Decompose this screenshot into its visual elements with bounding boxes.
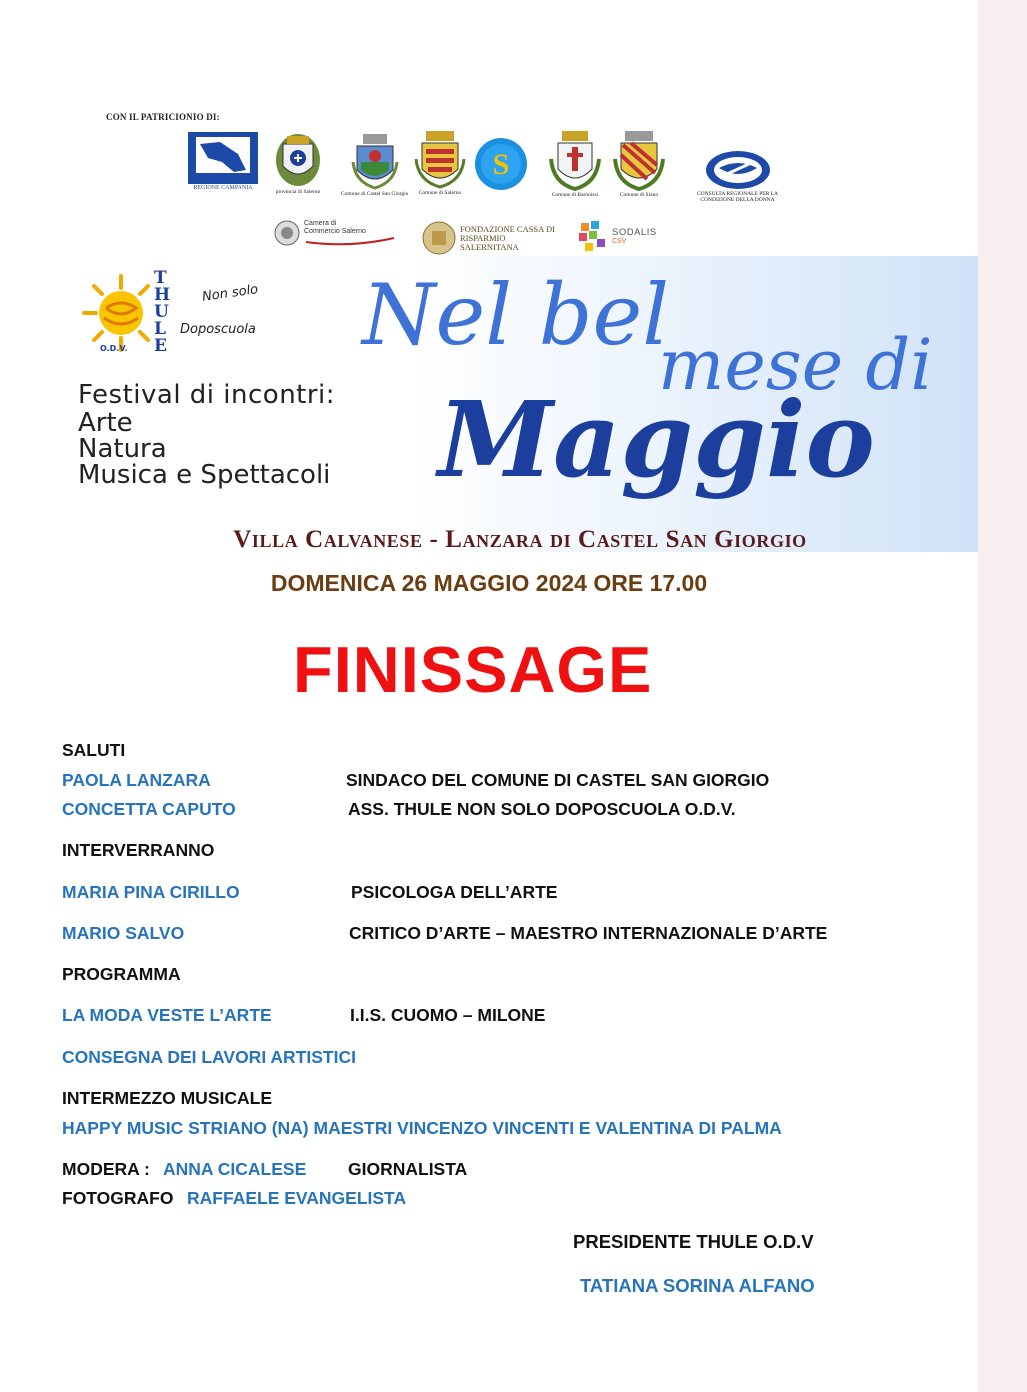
sodalis-csv-logo: SODALIS CSV [577, 219, 657, 253]
modera-role: GIORNALISTA [348, 1159, 468, 1179]
title-line-3: Maggio [438, 378, 875, 501]
event-date: DOMENICA 26 MAGGIO 2024 ORE 17.00 [270, 570, 708, 596]
page-edge-strip [978, 0, 1027, 1392]
thule-name: THULE [154, 268, 171, 356]
programma-item-1: LA MODA VESTE L’ARTE [62, 1005, 272, 1025]
signature-title: PRESIDENTE THULE O.D.V [573, 1231, 814, 1252]
title-line-2: mese di [658, 324, 933, 406]
festival-line-3: Natura [78, 434, 167, 464]
intermezzo-heading: INTERMEZZO MUSICALE [62, 1088, 272, 1108]
consulta-regionale-logo: CONSULTA REGIONALE PER LA CONDIZIONE DELLA DONNA [680, 150, 795, 203]
intermezzo-text: HAPPY MUSIC STRIANO (NA) MAESTRI VINCENZO VINCENTI E VALENTINA DI PALMA [62, 1118, 782, 1138]
event-title: FINISSAGE [293, 633, 653, 706]
saluti-role-1: SINDACO DEL COMUNE DI CASTEL SAN GIORGIO [346, 770, 770, 790]
interverranno-heading: INTERVERRANNO [62, 840, 215, 860]
speaker-role-1: PSICOLOGA DELL’ARTE [351, 882, 558, 902]
modera-label: MODERA : [62, 1159, 150, 1179]
patronage-label: CON IL PATRICIONIO DI: [106, 112, 220, 122]
baronissi-crest: Comune di Baronissi [548, 129, 602, 198]
saluti-heading: SALUTI [62, 740, 126, 760]
castel-san-giorgio-crest: Comune di Castel San Giorgio [341, 132, 408, 197]
festival-line-4: Musica e Spettacoli [78, 460, 331, 490]
festival-line-2: Arte [78, 408, 133, 438]
speaker-role-2: CRITICO D’ARTE – MAESTRO INTERNAZIONALE D’ARTE [349, 923, 828, 943]
regione-campania-logo: REGIONE CAMPANIA [188, 132, 258, 191]
programma-item-1-detail: I.I.S. CUOMO – MILONE [350, 1005, 546, 1025]
saluti-name-2: CONCETTA CAPUTO [62, 799, 236, 819]
camera-commercio-logo: Camera di Commercio Salerno [274, 220, 396, 246]
thule-tagline-1: Non solo [201, 282, 260, 305]
speaker-name-2: MARIO SALVO [62, 923, 185, 943]
fotografo-name: RAFFAELE EVANGELISTA [187, 1188, 407, 1208]
festival-line-1: Festival di incontri: [78, 380, 336, 410]
venue-line: Villa Calvanese - Lanzara di Castel San Giorgio [233, 526, 807, 552]
speaker-name-1: MARIA PINA CIRILLO [62, 882, 240, 902]
title-line-1: Nel bel [362, 266, 670, 364]
provincia-salerno-crest: provincia di Salerno [273, 130, 323, 195]
thule-tagline-2: Doposcuola [180, 322, 256, 337]
signature-name: TATIANA SORINA ALFANO [580, 1275, 815, 1296]
thule-sun-logo [76, 268, 186, 368]
salerno-crest: Comune di Salerno [414, 129, 466, 196]
saluti-name-1: PAOLA LANZARA [62, 770, 211, 790]
siano-crest: Comune di Siano [613, 129, 665, 198]
saluti-role-2: ASS. THULE NON SOLO DOPOSCUOLA O.D.V. [348, 799, 736, 819]
event-banner [62, 256, 978, 552]
programma-item-2: CONSEGNA DEI LAVORI ARTISTICI [62, 1047, 356, 1067]
svg-text:S: S [492, 148, 510, 181]
fotografo-label: FOTOGRAFO [62, 1188, 174, 1208]
modera-name: ANNA CICALESE [163, 1159, 307, 1179]
s-circle-logo [474, 137, 528, 191]
programma-heading: PROGRAMMA [62, 964, 181, 984]
thule-odv: O.D.V. [100, 344, 128, 353]
fondazione-carisal-logo: FONDAZIONE CASSA DI RISPARMIO SALERNITANA [422, 221, 560, 255]
